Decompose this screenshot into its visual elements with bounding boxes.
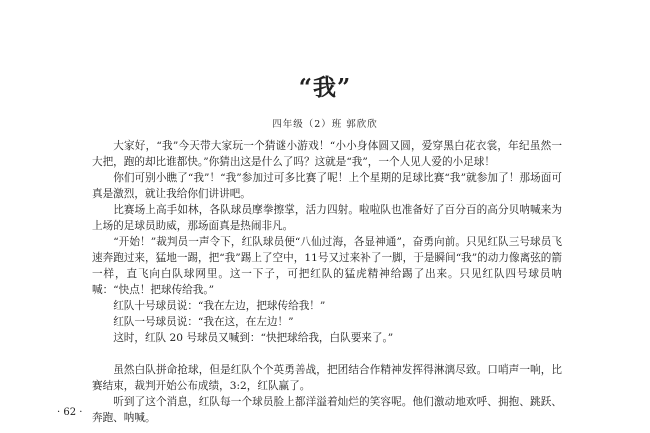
article-title: “我” <box>298 74 352 101</box>
paragraph: 红队十号球员说：“我在左边，把球传给我！” <box>113 300 326 312</box>
paragraph: 这时，红队 20 号球员又喊到：“快把球给我，白队要来了。” <box>113 332 394 344</box>
paragraph: 比赛场上高手如林，各队球员摩拳擦掌，活力四射。啦啦队也准备好了百分百的高分贝呐喊来为上场的足球员助威，那场面真是热闹非凡。 <box>92 204 562 232</box>
paragraph: 听到了这个消息，红队每一个球员脸上都洋溢着灿烂的笑容呢。他们激动地欢呼、拥抱、跳跃、奔跑、呐喊。 <box>92 396 562 424</box>
paragraph: 你们可别小瞧了“我”！“我”参加过可多比赛了呢！上个星期的足球比赛“我”就参加了！那场面可真是激烈，就让我给你们讲讲吧。 <box>92 172 562 200</box>
article-body <box>92 138 562 426</box>
author-byline: 四年级（2）班 郭欣欣 <box>272 119 378 130</box>
page-number: · 62 · <box>57 407 83 418</box>
paragraph: “开始！”裁判员一声令下，红队球员便“八仙过海，各显神通”，奋勇向前。只见红队三号球员飞速奔跑过来，猛地一踢，把“我”踢上了空中，11号又过来补了一脚，于是瞬间“我”的动力像离弦的箭一样，直飞向白队球网里。这一下子，可把红队的猛虎精神给踢了出来。只见红队四号球员呐喊：“快点！把球传给我。” <box>92 236 562 296</box>
paragraph: 红队一号球员说：“我在这，在左边！” <box>113 316 294 328</box>
paragraph: 大家好，“我”今天带大家玩一个猜谜小游戏！“小小身体圆又圆，爱穿黑白花衣裳，年纪虽然一大把，跑的却比谁都快。”你猜出这是什么了吗？这就是“我”，一个人见人爱的小足球！ <box>92 140 562 168</box>
paragraph: 虽然白队拼命抢球，但是红队个个英勇善战，把团结合作精神发挥得淋漓尽致。口哨声一响，比赛结束，裁判开始公布成绩，3:2，红队赢了。 <box>92 364 562 392</box>
